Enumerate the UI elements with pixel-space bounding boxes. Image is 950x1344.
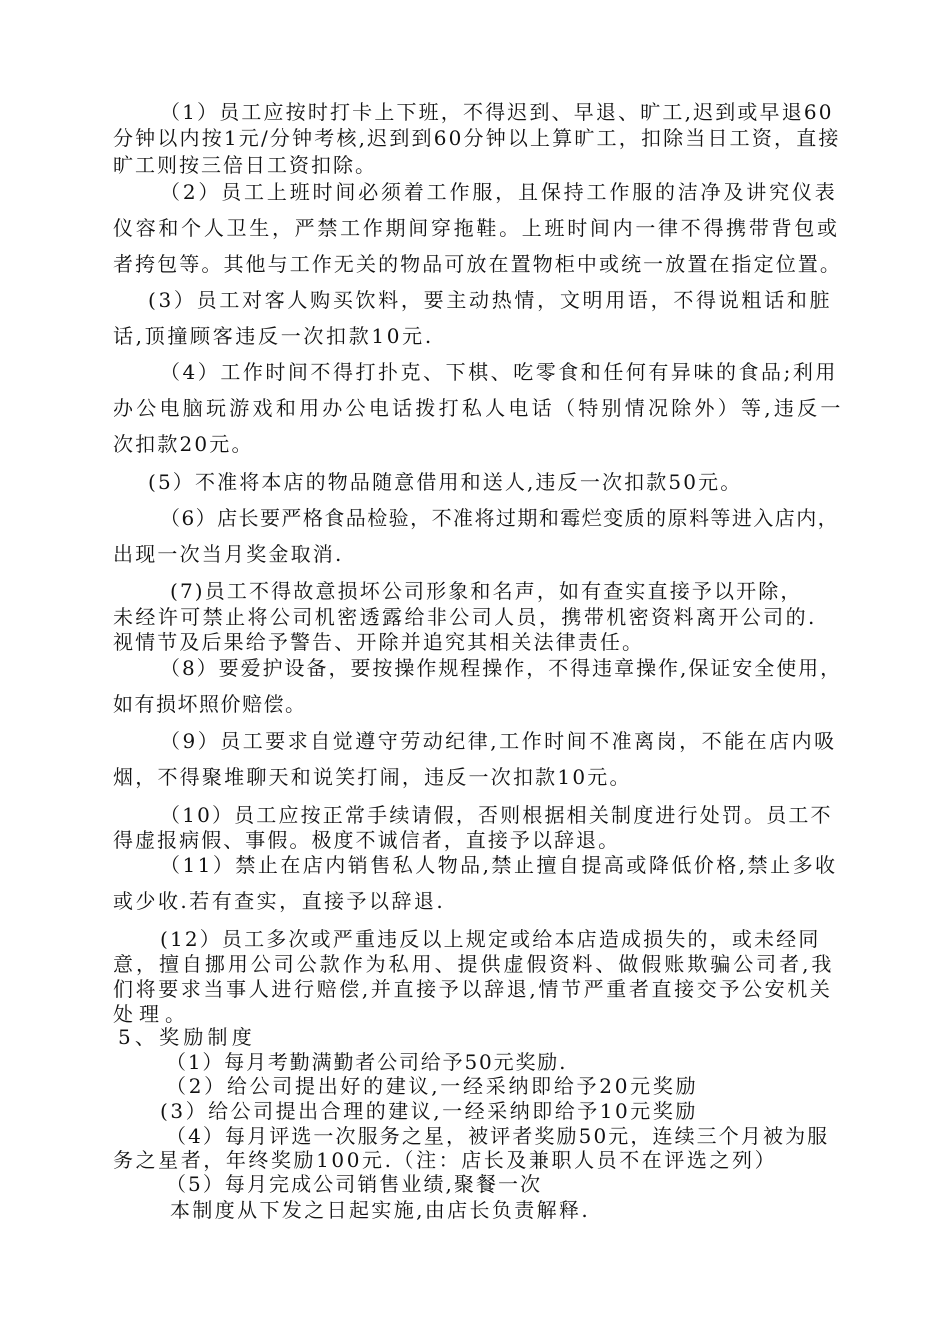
text-line: （1）员工应按时打卡上下班，不得迟到、早退、旷工,迟到或早退60 [160,100,834,124]
text-line: （10）员工应按正常手续请假，否则根据相关制度进行处罚。员工不 [160,803,833,827]
text-line: 得虚报病假、事假。极度不诚信者，直接予以辞退。 [113,828,621,852]
text-line: 视情节及后果给予警告、开除并追究其相关法律责任。 [113,630,645,654]
text-line: 烟，不得聚堆聊天和说笑打闹，违反一次扣款10元。 [113,765,632,789]
text-line: （4）每月评选一次服务之星，被评者奖励50元，连续三个月被为服 [166,1124,830,1148]
text-line: 或少收.若有查实，直接予以辞退. [113,889,446,913]
text-line: (3）员工对客人购买饮料，要主动热情，文明用语，不得说粗话和脏 [148,288,833,312]
text-line: （6）店长要严格食品检验，不准将过期和霉烂变质的原料等进入店内， [160,506,840,530]
text-line: 如有损坏照价赔偿。 [113,692,307,716]
text-line: （2）员工上班时间必须着工作服，且保持工作服的洁净及讲究仪表 [160,180,838,204]
text-line: 未经许可禁止将公司机密透露给非公司人员，携带机密资料离开公司的. [113,605,817,629]
text-line: 们将要求当事人进行赔偿,并直接予以辞退,情节严重者直接交予公安机关 [113,977,833,1001]
text-line: (12）员工多次或严重违反以上规定或给本店造成损失的，或未经同 [160,927,821,951]
text-line: 出现一次当月奖金取消. [113,542,344,566]
text-line: 分钟以内按1元/分钟考核,迟到到60分钟以上算旷工，扣除当日工资，直接 [113,126,841,150]
text-line: （5）每月完成公司销售业绩,聚餐一次 [166,1172,543,1196]
text-line: （8）要爱护设备，要按操作规程操作，不得违章操作,保证安全使用， [160,656,843,680]
text-line: 务之星者，年终奖励100元.（注：店长及兼职人员不在评选之列） [113,1148,778,1172]
text-line: （4）工作时间不得打扑克、下棋、吃零食和任何有异味的食品;利用 [160,360,838,384]
text-line: (5）不准将本店的物品随意借用和送人,违反一次扣款50元。 [148,470,743,494]
text-line: （11）禁止在店内销售私人物品,禁止擅自提高或降低价格,禁止多收 [160,853,838,877]
text-line: 话,顶撞顾客违反一次扣款10元. [113,324,434,348]
text-line: 意，擅自挪用公司公款作为私用、提供虚假资料、做假账欺骗公司者,我 [113,952,835,976]
text-line: 本制度从下发之日起实施,由店长负责解释. [170,1198,591,1222]
text-line: 者挎包等。其他与工作无关的物品可放在置物柜中或统一放置在指定位置。 [113,252,842,276]
text-line: （1）每月考勤满勤者公司给予50元奖励. [166,1050,568,1074]
text-line: (7)员工不得故意损坏公司形象和名声，如有查实直接予以开除， [170,579,803,603]
text-line: 办公电脑玩游戏和用办公电话拨打私人电话（特别情况除外）等,违反一 [113,396,844,420]
section-heading: 5、奖励制度 [118,1025,256,1049]
text-line: 处理。 [113,1002,191,1026]
text-line: (3）给公司提出合理的建议,一经采纳即给予10元奖励 [160,1099,698,1123]
text-line: （2）给公司提出好的建议,一经采纳即给予20元奖励 [166,1074,699,1098]
text-line: 仪容和个人卫生，严禁工作期间穿拖鞋。上班时间内一律不得携带背包或 [113,216,840,240]
text-line: 次扣款20元。 [113,432,254,456]
text-line: 旷工则按三倍日工资扣除。 [113,153,377,177]
text-line: （9）员工要求自觉遵守劳动纪律,工作时间不准离岗，不能在店内吸 [160,729,837,753]
